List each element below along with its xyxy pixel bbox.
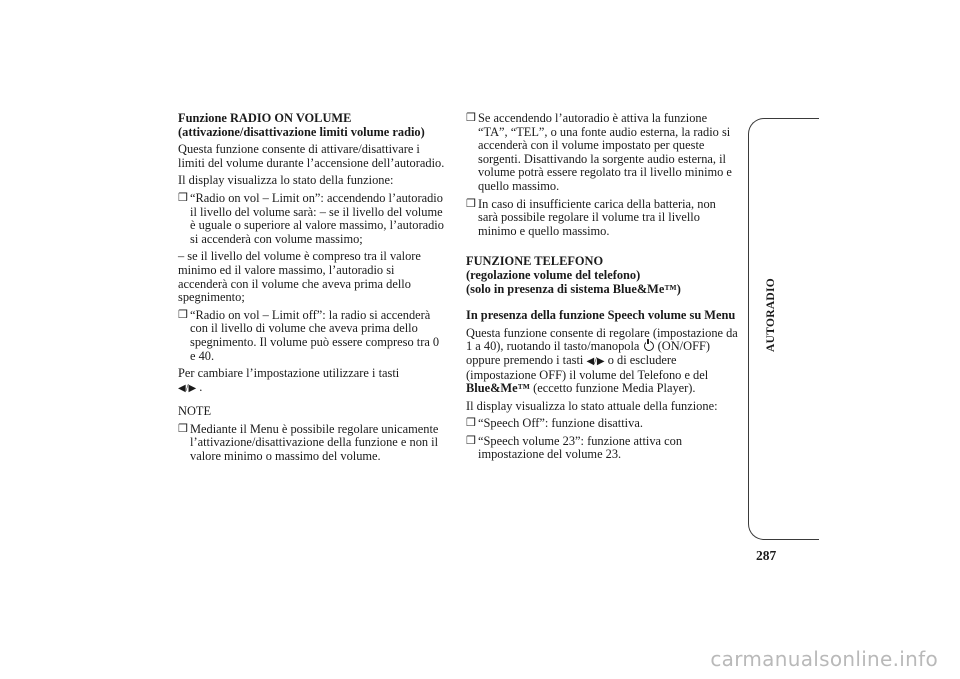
section-subheading: (solo in presenza di sistema Blue&Me™) — [466, 281, 681, 296]
paragraph-text: o di escludere (impostazione OFF) il volume del Telefono e del — [466, 352, 709, 382]
bullet-box-icon: ❒ — [466, 434, 476, 447]
paragraph-text: (ON/OFF) oppure premendo i tasti — [466, 339, 710, 367]
left-column — [178, 112, 446, 468]
bullet-box-icon: ❒ — [466, 417, 476, 430]
bullet-item — [466, 417, 738, 431]
bullet-text: “Radio on vol – Limit off”: la radio si accenderà con il livello di volume che aveva prima dello spegnimento. Il volume può essere compreso tra 0 e 40. — [190, 307, 440, 363]
bullet-box-icon: ❒ — [178, 308, 188, 321]
right-column — [466, 112, 738, 466]
bullet-text: In caso di insufficiente carica della batteria, non sarà possibile regolare il volume tra il livello minimo e quello massimo. — [478, 196, 716, 238]
bullet-item — [178, 309, 446, 363]
bullet-item — [466, 198, 738, 239]
paragraph: Il display visualizza lo stato della funzione: — [178, 173, 394, 188]
paragraph-text: Per cambiare l’impostazione utilizzare i tasti — [178, 366, 400, 381]
paragraph: Questa funzione consente di attivare/disattivare i limiti del volume durante l’accensione dell’autoradio. — [178, 142, 445, 170]
note-title: NOTE — [178, 404, 212, 419]
section-heading-funzione-telefono: FUNZIONE TELEFONO — [466, 254, 604, 269]
bullet-box-icon: ❒ — [466, 112, 476, 124]
page-number: 287 — [756, 548, 777, 563]
arrow-left-right-icon: ◀/▶ — [178, 382, 197, 394]
bullet-item — [178, 192, 446, 246]
bullet-text: “Speech Off”: funzione disattiva. — [478, 416, 643, 431]
bullet-text: “Speech volume 23”: funzione attiva con impostazione del volume 23. — [478, 433, 683, 462]
section-subheading: (regolazione volume del telefono) — [466, 267, 641, 282]
arrow-left-right-icon: ◀/▶ — [586, 355, 605, 367]
bullet-item — [466, 112, 738, 194]
bullet-box-icon: ❒ — [466, 197, 476, 210]
bullet-box-icon: ❒ — [178, 422, 188, 435]
paragraph — [178, 367, 446, 395]
section-subheading-radio-on-volume: (attivazione/disattivazione limiti volume radio) — [178, 124, 425, 139]
paragraph: Il display visualizza lo stato attuale della funzione: — [466, 398, 718, 413]
knob-icon — [644, 341, 654, 351]
paragraph-text: Questa funzione consente di regolare (impostazione da 1 a 40), ruotando il tasto/manopola — [466, 325, 738, 354]
section-heading-radio-on-volume: Funzione RADIO ON VOLUME — [178, 111, 352, 125]
paragraph-text: (eccetto funzione Media Player). — [533, 381, 696, 396]
bullet-item — [178, 423, 446, 464]
paragraph: – se il livello del volume è compreso tra il valore minimo ed il valore massimo, l’autoradio si accenderà con il volume che aveva prima dello spegnimento; — [178, 249, 421, 305]
watermark: carmanualsonline.info — [710, 647, 938, 671]
brand-name: Blue&Me™ — [466, 381, 531, 396]
bullet-item — [466, 435, 738, 462]
bullet-box-icon: ❒ — [178, 191, 188, 204]
paragraph-end: . — [199, 379, 203, 394]
bullet-text: Mediante il Menu è possibile regolare unicamente l’attivazione/disattivazione della funzione e non il valore minimo o massimo del volume. — [190, 421, 439, 464]
bullet-text: Se accendendo l’autoradio è attiva la funzione “TA”, “TEL”, o una fonte audio esterna, la radio si accenderà con il volume impostato per queste sorgenti. Disattivando la sorgente audio esterna, il volume potrà essere regolato tra il livello minimo e quello massimo. — [478, 111, 732, 193]
paragraph — [466, 327, 738, 396]
section-heading-speech-volume: In presenza della funzione Speech volume su Menu — [466, 308, 736, 323]
bullet-text: “Radio on vol – Limit on”: accendendo l’autoradio il livello del volume sarà: – se il livello del volume è uguale o superiore al valore massimo, l’autoradio si accenderà con volume massimo; — [190, 190, 444, 246]
chapter-label: AUTORADIO — [765, 277, 777, 353]
